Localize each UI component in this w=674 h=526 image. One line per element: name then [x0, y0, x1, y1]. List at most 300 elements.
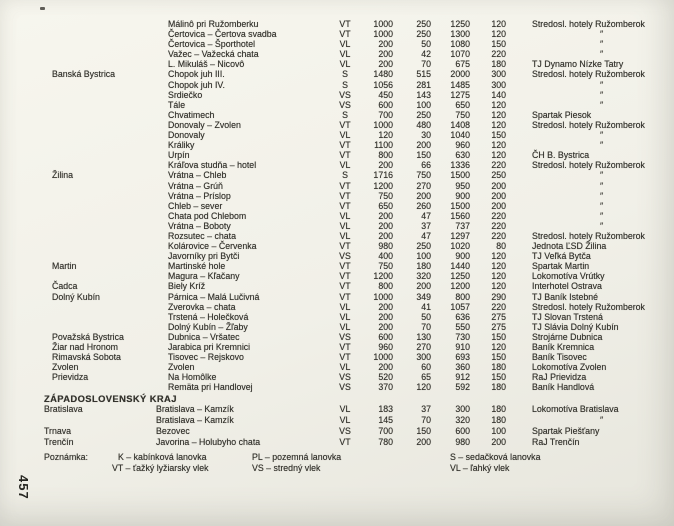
- name-cell: Javorina – Holubyho chata: [156, 437, 261, 447]
- type-cell: VL: [339, 321, 351, 332]
- org-cell: ″: [600, 180, 605, 191]
- table-row: [0, 404, 674, 415]
- n-cell: 200: [491, 190, 506, 201]
- page-number: 457: [16, 475, 31, 500]
- n-cell: 30: [421, 130, 431, 141]
- n-cell: 300: [416, 352, 431, 363]
- org-cell: ″: [600, 415, 605, 425]
- org-cell: Baník Tisovec: [532, 352, 587, 363]
- n-cell: 275: [491, 311, 506, 322]
- n-cell: 1000: [373, 19, 393, 29]
- name-cell: Donovaly: [168, 130, 205, 141]
- n-cell: 120: [491, 119, 506, 130]
- type-cell: VL: [339, 59, 351, 70]
- table-row: [0, 100, 674, 110]
- org-cell: ″: [600, 99, 605, 110]
- table-row: [0, 150, 674, 160]
- n-cell: 270: [416, 342, 431, 352]
- n-cell: 450: [378, 89, 393, 100]
- n-cell: 120: [491, 29, 506, 40]
- n-cell: 370: [378, 382, 393, 393]
- org-cell: ″: [600, 29, 605, 40]
- n-cell: 700: [378, 426, 393, 436]
- n-cell: 636: [455, 311, 470, 322]
- region-cell: [0, 19, 168, 29]
- n-cell: 1000: [373, 29, 393, 40]
- name-cell: Urpín: [168, 150, 190, 161]
- region-cell: [0, 211, 168, 221]
- region-cell: Trnava: [44, 426, 72, 436]
- legend-item-vt: VT – ťažký lyžiarsky vlek: [112, 463, 209, 473]
- n-cell: 100: [416, 251, 431, 262]
- n-cell: 180: [491, 362, 506, 373]
- type-cell: VS: [339, 372, 351, 383]
- n-cell: 1000: [373, 352, 393, 363]
- name-cell: Važec – Važecká chata: [168, 49, 259, 60]
- name-cell: Vrátna – Boboty: [168, 220, 231, 231]
- region-cell: Považská Bystrica: [52, 331, 124, 342]
- n-cell: 1040: [450, 130, 470, 141]
- org-cell: Stredosl. hotely Ružomberok: [532, 230, 645, 241]
- n-cell: 400: [378, 251, 393, 262]
- table-row: [0, 90, 674, 100]
- n-cell: 150: [491, 372, 506, 383]
- type-cell: VS: [339, 251, 351, 262]
- n-cell: 1200: [373, 271, 393, 282]
- org-cell: TJ Slovan Trstená: [532, 311, 603, 322]
- n-cell: 250: [416, 29, 431, 40]
- n-cell: 360: [455, 362, 470, 373]
- org-cell: ″: [600, 79, 605, 90]
- type-cell: VT: [339, 200, 351, 211]
- name-cell: Chopok juh IV.: [168, 79, 225, 90]
- n-cell: 180: [416, 261, 431, 272]
- org-cell: Stredosl. hotely Ružomberok: [532, 69, 645, 80]
- type-cell: VS: [339, 426, 351, 436]
- name-cell: Chopok juh III.: [168, 69, 225, 80]
- n-cell: 1480: [373, 69, 393, 80]
- scan-speck: [40, 7, 45, 10]
- table-row: [0, 110, 674, 120]
- n-cell: 260: [416, 200, 431, 211]
- n-cell: 150: [416, 426, 431, 436]
- type-cell: VT: [339, 241, 351, 252]
- n-cell: 220: [491, 49, 506, 60]
- table-row: [0, 322, 674, 332]
- region-cell: [0, 312, 168, 322]
- type-cell: VL: [339, 362, 351, 373]
- region-cell: [0, 201, 168, 211]
- name-cell: Chleb – sever: [168, 200, 223, 211]
- n-cell: 750: [416, 170, 431, 181]
- n-cell: 1440: [450, 261, 470, 272]
- n-cell: 200: [378, 59, 393, 70]
- org-cell: RaJ Prievidza: [532, 372, 587, 383]
- n-cell: 120: [491, 261, 506, 272]
- n-cell: 290: [491, 291, 506, 302]
- n-cell: 200: [378, 362, 393, 373]
- n-cell: 300: [455, 404, 470, 414]
- n-cell: 200: [416, 140, 431, 151]
- n-cell: 1080: [450, 39, 470, 50]
- org-cell: ″: [600, 200, 605, 211]
- n-cell: 200: [378, 160, 393, 171]
- table-row: [0, 332, 674, 342]
- legend-item-pl: PL – pozemná lanovka: [252, 452, 342, 462]
- type-cell: VT: [339, 29, 351, 40]
- region-cell: [0, 191, 168, 201]
- region-cell: [0, 221, 168, 231]
- n-cell: 65: [421, 372, 431, 383]
- n-cell: 592: [455, 382, 470, 393]
- type-cell: VL: [339, 220, 351, 231]
- region-cell: Zvolen: [52, 362, 79, 373]
- n-cell: 2000: [450, 69, 470, 80]
- name-cell: Srdiečko: [168, 89, 203, 100]
- name-cell: Biely Kríž: [168, 281, 206, 292]
- n-cell: 1000: [373, 291, 393, 302]
- table-row: [0, 181, 674, 191]
- n-cell: 1056: [373, 79, 393, 90]
- name-cell: Martinské hole: [168, 261, 226, 272]
- n-cell: 320: [455, 415, 470, 425]
- region-cell: [0, 415, 156, 426]
- org-cell: Lokomotíva Zvolen: [532, 362, 607, 373]
- type-cell: S: [342, 69, 348, 80]
- name-cell: Bratislava – Kamzík: [156, 404, 234, 414]
- org-cell: ″: [600, 140, 605, 151]
- org-cell: ″: [600, 190, 605, 201]
- n-cell: 1500: [450, 200, 470, 211]
- org-cell: ″: [600, 49, 605, 60]
- table-row: [0, 251, 674, 261]
- n-cell: 200: [491, 180, 506, 191]
- legend-column-3: [450, 452, 540, 474]
- table-row: [0, 211, 674, 221]
- org-cell: Strojárne Dubnica: [532, 331, 603, 342]
- name-cell: Zvolen: [168, 362, 195, 373]
- n-cell: 1500: [450, 170, 470, 181]
- n-cell: 60: [421, 362, 431, 373]
- org-cell: Stredosl. hotely Ružomberok: [532, 301, 645, 312]
- n-cell: 800: [455, 291, 470, 302]
- n-cell: 200: [378, 301, 393, 312]
- region-cell: [0, 382, 168, 392]
- type-cell: VL: [339, 311, 351, 322]
- type-cell: VS: [339, 382, 351, 393]
- org-cell: RaJ Trenčín: [532, 437, 580, 447]
- n-cell: 220: [491, 230, 506, 241]
- n-cell: 120: [491, 342, 506, 352]
- region-cell: Prievidza: [52, 372, 89, 383]
- name-cell: Zverovka – chata: [168, 301, 236, 312]
- region-cell: Rimavská Sobota: [52, 352, 121, 363]
- n-cell: 600: [378, 331, 393, 342]
- org-cell: Spartak Piesok: [532, 109, 592, 120]
- n-cell: 200: [416, 281, 431, 292]
- table-row: [0, 39, 674, 49]
- region-cell: Martin: [52, 261, 77, 272]
- table-row: [0, 80, 674, 90]
- legend-item-vs: VS – stredný vlek: [252, 463, 321, 473]
- n-cell: 150: [491, 130, 506, 141]
- n-cell: 270: [416, 180, 431, 191]
- n-cell: 912: [455, 372, 470, 383]
- n-cell: 180: [491, 382, 506, 393]
- n-cell: 750: [378, 261, 393, 272]
- region-cell: Žilina: [52, 170, 74, 181]
- n-cell: 200: [378, 39, 393, 50]
- org-cell: ″: [600, 130, 605, 141]
- n-cell: 145: [378, 415, 393, 425]
- n-cell: 737: [455, 220, 470, 231]
- legend-item-s: S – sedačková lanovka: [450, 452, 541, 462]
- n-cell: 70: [421, 321, 431, 332]
- n-cell: 960: [378, 342, 393, 352]
- name-cell: Bratislava – Kamzík: [156, 415, 234, 425]
- region-cell: [0, 29, 168, 39]
- n-cell: 1020: [450, 241, 470, 252]
- type-cell: VT: [339, 150, 351, 161]
- n-cell: 960: [455, 140, 470, 151]
- n-cell: 180: [491, 59, 506, 70]
- table-row: [0, 415, 674, 426]
- n-cell: 250: [416, 241, 431, 252]
- n-cell: 50: [421, 311, 431, 322]
- n-cell: 1336: [450, 160, 470, 171]
- n-cell: 120: [491, 109, 506, 120]
- type-cell: VT: [339, 261, 351, 272]
- org-cell: ″: [600, 210, 605, 221]
- n-cell: 42: [421, 49, 431, 60]
- name-cell: Jarabica pri Kremnici: [168, 342, 251, 352]
- n-cell: 1408: [450, 119, 470, 130]
- region-cell: Trenčín: [44, 437, 74, 447]
- n-cell: 180: [491, 404, 506, 414]
- lift-table-zapadoslovensky: [0, 404, 674, 448]
- name-cell: Vrátna – Chleb: [168, 170, 227, 181]
- n-cell: 47: [421, 210, 431, 221]
- n-cell: 1560: [450, 210, 470, 221]
- region-cell: [0, 130, 168, 140]
- region-cell: Dolný Kubín: [52, 291, 100, 302]
- n-cell: 1250: [450, 271, 470, 282]
- n-cell: 250: [491, 170, 506, 181]
- org-cell: Stredosl. hotely Ružomberok: [532, 19, 645, 29]
- org-cell: ČH B. Bystrica: [532, 150, 590, 161]
- region-cell: [0, 322, 168, 332]
- name-cell: Bezovec: [156, 426, 190, 436]
- type-cell: VT: [339, 119, 351, 130]
- type-cell: VT: [339, 271, 351, 282]
- type-cell: VS: [339, 99, 351, 110]
- n-cell: 70: [421, 59, 431, 70]
- n-cell: 70: [421, 415, 431, 425]
- table-row: [0, 271, 674, 281]
- name-cell: Dubnica – Vršatec: [168, 331, 240, 342]
- type-cell: VT: [339, 190, 351, 201]
- n-cell: 700: [378, 109, 393, 120]
- org-cell: Baník Kremnica: [532, 342, 595, 352]
- region-cell: [0, 90, 168, 100]
- type-cell: VL: [339, 39, 351, 50]
- type-cell: VT: [339, 19, 351, 29]
- table-row: [0, 261, 674, 271]
- n-cell: 120: [491, 150, 506, 161]
- n-cell: 150: [491, 331, 506, 342]
- legend-item-vl: VL – ľahký vlek: [450, 463, 510, 473]
- n-cell: 150: [491, 352, 506, 363]
- table-row: [0, 362, 674, 372]
- name-cell: Tisovec – Rejskovo: [168, 352, 244, 363]
- n-cell: 800: [378, 150, 393, 161]
- legend-item-k: K – kabínková lanovka: [118, 452, 207, 462]
- org-cell: Lokomotíva Vrútky: [532, 271, 605, 282]
- name-cell: L. Mikuláš – Nicovô: [168, 59, 245, 70]
- n-cell: 980: [455, 437, 470, 447]
- type-cell: S: [342, 109, 348, 120]
- region-cell: [0, 150, 168, 160]
- region-cell: [0, 231, 168, 241]
- table-row: [0, 382, 674, 392]
- n-cell: 550: [455, 321, 470, 332]
- table-row: [0, 140, 674, 150]
- n-cell: 730: [455, 331, 470, 342]
- type-cell: VS: [339, 331, 351, 342]
- name-cell: Kolárovice – Červenka: [168, 241, 257, 252]
- n-cell: 200: [491, 200, 506, 211]
- org-cell: TJ Baník Istebné: [532, 291, 599, 302]
- region-cell: [0, 140, 168, 150]
- table-row: [0, 281, 674, 291]
- region-cell: Banská Bystrica: [52, 69, 116, 80]
- region-cell: [0, 302, 168, 312]
- name-cell: Remäta pri Handlovej: [168, 382, 253, 393]
- region-cell: [0, 181, 168, 191]
- n-cell: 320: [416, 271, 431, 282]
- name-cell: Tále: [168, 99, 186, 110]
- region-cell: [0, 251, 168, 261]
- table-row: [0, 352, 674, 362]
- n-cell: 140: [491, 89, 506, 100]
- org-cell: TJ Slávia Dolný Kubín: [532, 321, 619, 332]
- n-cell: 120: [378, 130, 393, 141]
- n-cell: 675: [455, 59, 470, 70]
- n-cell: 100: [416, 99, 431, 110]
- n-cell: 900: [455, 190, 470, 201]
- org-cell: Lokomotíva Bratislava: [532, 404, 619, 414]
- region-cell: [0, 271, 168, 281]
- name-cell: Vrátna – Príslop: [168, 190, 231, 201]
- type-cell: S: [342, 79, 348, 90]
- type-cell: VT: [339, 437, 351, 447]
- n-cell: 220: [491, 220, 506, 231]
- type-cell: VL: [339, 404, 351, 414]
- org-cell: TJ Veľká Bytča: [532, 251, 591, 262]
- table-row: [0, 437, 674, 448]
- type-cell: VT: [339, 140, 351, 151]
- n-cell: 650: [455, 99, 470, 110]
- n-cell: 1300: [450, 29, 470, 40]
- type-cell: VL: [339, 415, 351, 425]
- region-cell: [0, 120, 168, 130]
- n-cell: 200: [378, 49, 393, 60]
- org-cell: Stredosl. hotely Ružomberok: [532, 160, 645, 171]
- name-cell: Rozsutec – chata: [168, 230, 236, 241]
- n-cell: 630: [455, 150, 470, 161]
- name-cell: Magura – Kľačany: [168, 271, 240, 282]
- n-cell: 183: [378, 404, 393, 414]
- type-cell: VT: [339, 291, 351, 302]
- legend-column-1: [112, 452, 209, 474]
- n-cell: 120: [491, 19, 506, 29]
- table-row: [0, 130, 674, 140]
- org-cell: ″: [600, 39, 605, 50]
- region-cell: [0, 39, 168, 49]
- n-cell: 37: [421, 404, 431, 414]
- type-cell: VL: [339, 130, 351, 141]
- n-cell: 1275: [450, 89, 470, 100]
- n-cell: 780: [378, 437, 393, 447]
- n-cell: 120: [491, 281, 506, 292]
- n-cell: 120: [491, 251, 506, 262]
- n-cell: 47: [421, 230, 431, 241]
- table-row: [0, 241, 674, 251]
- n-cell: 1485: [450, 79, 470, 90]
- n-cell: 143: [416, 89, 431, 100]
- n-cell: 980: [378, 241, 393, 252]
- n-cell: 120: [491, 271, 506, 282]
- table-row: [0, 312, 674, 322]
- org-cell: ″: [600, 220, 605, 231]
- n-cell: 520: [378, 372, 393, 383]
- name-cell: Čertovica – Športhotel: [168, 39, 256, 50]
- type-cell: VT: [339, 352, 351, 363]
- n-cell: 800: [378, 281, 393, 292]
- legend-label: Poznámka:: [44, 452, 89, 462]
- org-cell: Spartak Piešťany: [532, 426, 600, 436]
- n-cell: 200: [416, 437, 431, 447]
- n-cell: 220: [491, 160, 506, 171]
- n-cell: 1070: [450, 49, 470, 60]
- org-cell: TJ Dynamo Nízke Tatry: [532, 59, 624, 70]
- name-cell: Málinô pri Ružomberku: [168, 19, 259, 29]
- region-cell: Žiar nad Hronom: [52, 342, 119, 352]
- name-cell: Párnica – Malá Lučivná: [168, 291, 260, 302]
- type-cell: VT: [339, 180, 351, 191]
- n-cell: 200: [378, 220, 393, 231]
- n-cell: 200: [378, 230, 393, 241]
- type-cell: VL: [339, 49, 351, 60]
- table-row: [0, 120, 674, 130]
- n-cell: 600: [455, 426, 470, 436]
- n-cell: 80: [496, 241, 506, 252]
- table-row: [0, 170, 674, 180]
- lift-table-stredoslovensky: [0, 19, 674, 392]
- type-cell: VL: [339, 230, 351, 241]
- n-cell: 1100: [374, 140, 393, 151]
- table-row: [0, 59, 674, 69]
- n-cell: 200: [378, 321, 393, 332]
- type-cell: VL: [339, 301, 351, 312]
- n-cell: 900: [455, 251, 470, 262]
- n-cell: 1250: [450, 19, 470, 29]
- n-cell: 650: [378, 200, 393, 211]
- name-cell: Chvatimech: [168, 109, 215, 120]
- name-cell: Chata pod Chlebom: [168, 210, 247, 221]
- name-cell: Vrátna – Grúň: [168, 180, 223, 191]
- table-row: [0, 302, 674, 312]
